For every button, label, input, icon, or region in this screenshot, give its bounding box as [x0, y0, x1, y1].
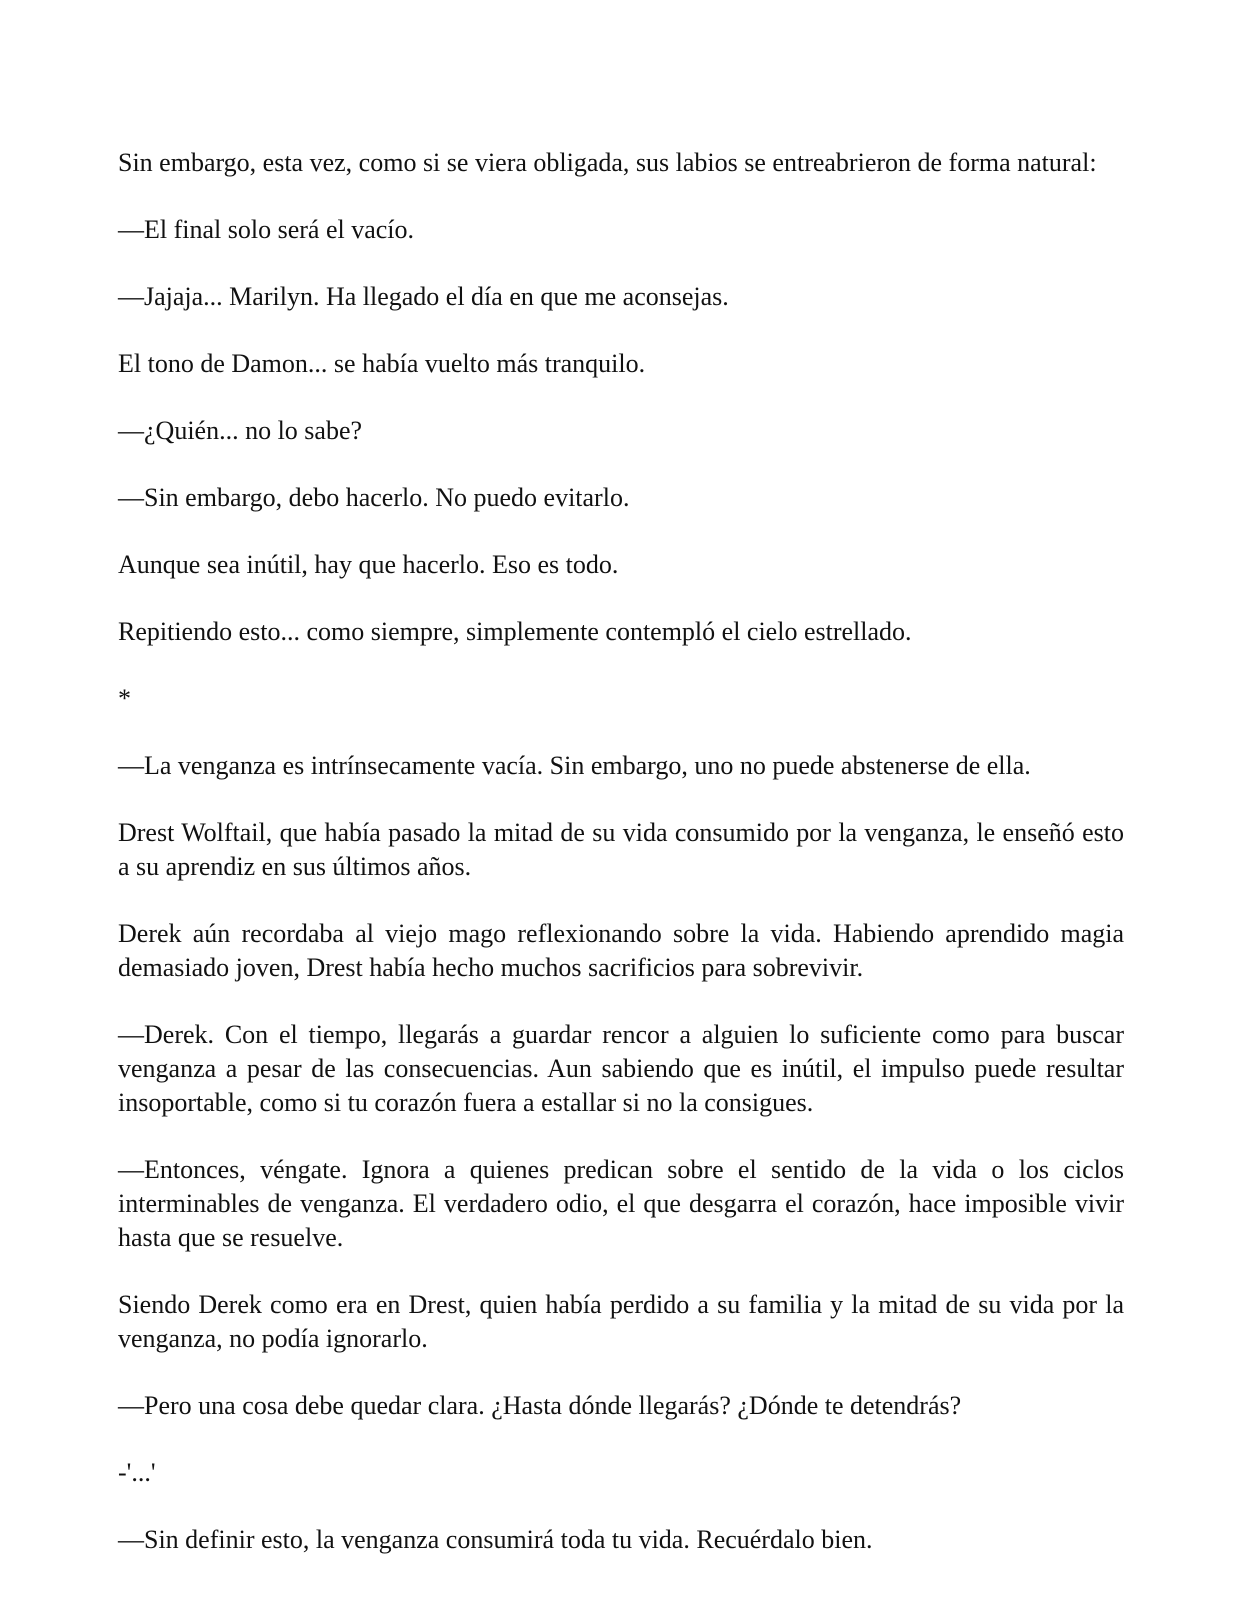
paragraph: —Derek. Con el tiempo, llegarás a guardar rencor a alguien lo suficiente como para buscar venganza a pesar de las consecuencias. Aun sabiendo que es inútil, el impulso puede resultar insoportable, como si tu corazón fuera a estallar si no la consigues. — [118, 1020, 1124, 1117]
paragraph: —Entonces, véngate. Ignora a quienes predican sobre el sentido de la vida o los ciclos interminables de venganza. El verdadero odio, el que desgarra el corazón, hace imposible vivir hasta que se resuelve. — [118, 1155, 1124, 1252]
paragraph: —Sin embargo, debo hacerlo. No puedo evitarlo. — [118, 483, 630, 512]
body-text — [118, 146, 1124, 1590]
paragraph: —Jajaja... Marilyn. Ha llegado el día en que me aconsejas. — [118, 282, 729, 311]
scene-break: * — [118, 684, 131, 713]
paragraph: Drest Wolftail, que había pasado la mitad de su vida consumido por la venganza, le enseñó esto a su aprendiz en sus últimos años. — [118, 818, 1124, 881]
paragraph: Repitiendo esto... como siempre, simplemente contempló el cielo estrellado. — [118, 617, 912, 646]
paragraph: —Sin definir esto, la venganza consumirá toda tu vida. Recuérdalo bien. — [118, 1525, 873, 1554]
paragraph: El tono de Damon... se había vuelto más tranquilo. — [118, 349, 646, 378]
paragraph: Siendo Derek como era en Drest, quien había perdido a su familia y la mitad de su vida por la venganza, no podía ignorarlo. — [118, 1290, 1124, 1353]
paragraph: Derek aún recordaba al viejo mago reflexionando sobre la vida. Habiendo aprendido magia demasiado joven, Drest había hecho muchos sacrificios para sobrevivir. — [118, 919, 1124, 982]
paragraph: Aunque sea inútil, hay que hacerlo. Eso es todo. — [118, 550, 619, 579]
paragraph: —Pero una cosa debe quedar clara. ¿Hasta dónde llegarás? ¿Dónde te detendrás? — [118, 1391, 962, 1420]
paragraph: Sin embargo, esta vez, como si se viera obligada, sus labios se entreabrieron de forma natural: — [118, 148, 1097, 177]
paragraph: —El final solo será el vacío. — [118, 215, 415, 244]
paragraph: -'...' — [118, 1458, 156, 1487]
paragraph: —¿Quién... no lo sabe? — [118, 416, 363, 445]
paragraph: —La venganza es intrínsecamente vacía. Sin embargo, uno no puede abstenerse de ella. — [118, 751, 1031, 780]
